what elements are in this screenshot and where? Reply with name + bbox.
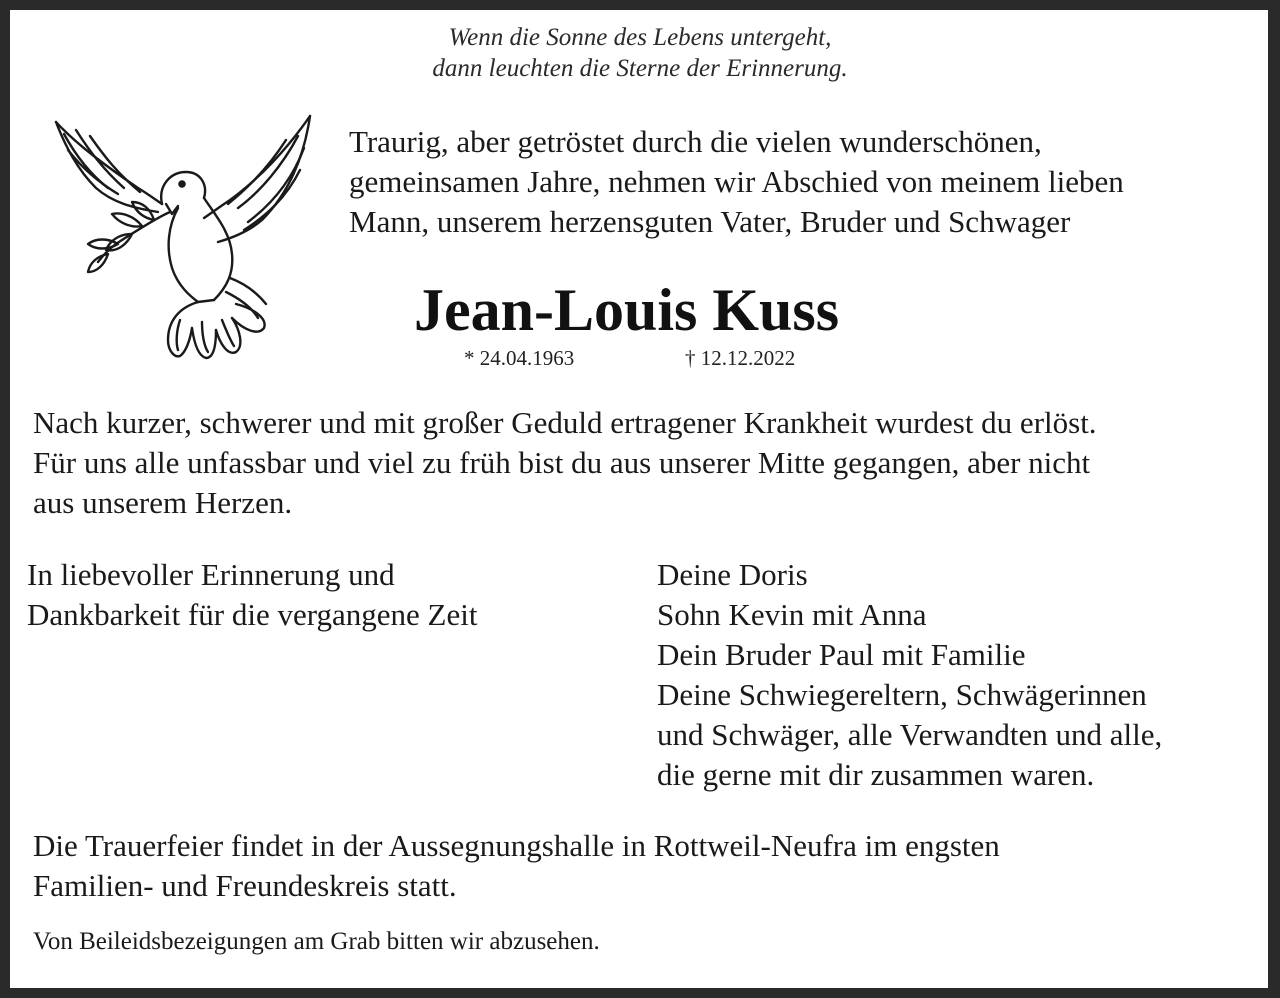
funeral-notice <box>33 826 1000 906</box>
message-line-1: Nach kurzer, schwerer und mit großer Geduld ertragener Krankheit wurdest du erlöst. <box>33 405 1097 440</box>
closing-line-2: Dankbarkeit für die vergangene Zeit <box>27 597 478 632</box>
closing-line-1: In liebevoller Erinnerung und <box>27 557 395 592</box>
intro-text <box>349 122 1259 242</box>
death-date: † 12.12.2022 <box>685 346 796 370</box>
condolence-note: Von Beileidsbezeigungen am Grab bitten wir abzusehen. <box>33 928 600 955</box>
message-line-2: Für uns alle unfassbar und viel zu früh bist du aus unserer Mitte gegangen, aber nicht <box>33 445 1091 480</box>
mourner-line-6: die gerne mit dir zusammen waren. <box>657 757 1095 792</box>
mourner-line-2: Sohn Kevin mit Anna <box>657 597 927 632</box>
intro-line-3: Mann, unserem herzensguten Vater, Bruder und Schwager <box>349 204 1071 239</box>
closing-words <box>27 555 477 635</box>
message-line-3: aus unserem Herzen. <box>33 485 293 520</box>
message-paragraph <box>33 403 1263 523</box>
funeral-line-2: Familien- und Freundeskreis statt. <box>33 868 457 903</box>
mourners-list <box>657 555 1162 795</box>
birth-date: * 24.04.1963 <box>464 346 575 370</box>
mourner-line-3: Dein Bruder Paul mit Familie <box>657 637 1026 672</box>
funeral-line-1: Die Trauerfeier findet in der Aussegnungshalle in Rottweil-Neufra im engsten <box>33 828 1000 863</box>
motto <box>0 22 1280 84</box>
dove-icon <box>46 108 318 366</box>
intro-line-2: gemeinsamen Jahre, nehmen wir Abschied von meinem lieben <box>349 164 1124 199</box>
mourner-line-1: Deine Doris <box>657 557 808 592</box>
motto-line-1: Wenn die Sonne des Lebens untergeht, <box>448 24 832 51</box>
deceased-name: Jean-Louis Kuss <box>414 277 840 343</box>
mourner-line-4: Deine Schwiegereltern, Schwägerinnen <box>657 677 1147 712</box>
motto-line-2: dann leuchten die Sterne der Erinnerung. <box>432 55 848 82</box>
intro-line-1: Traurig, aber getröstet durch die vielen wunderschönen, <box>349 124 1042 159</box>
mourner-line-5: und Schwäger, alle Verwandten und alle, <box>657 717 1163 752</box>
